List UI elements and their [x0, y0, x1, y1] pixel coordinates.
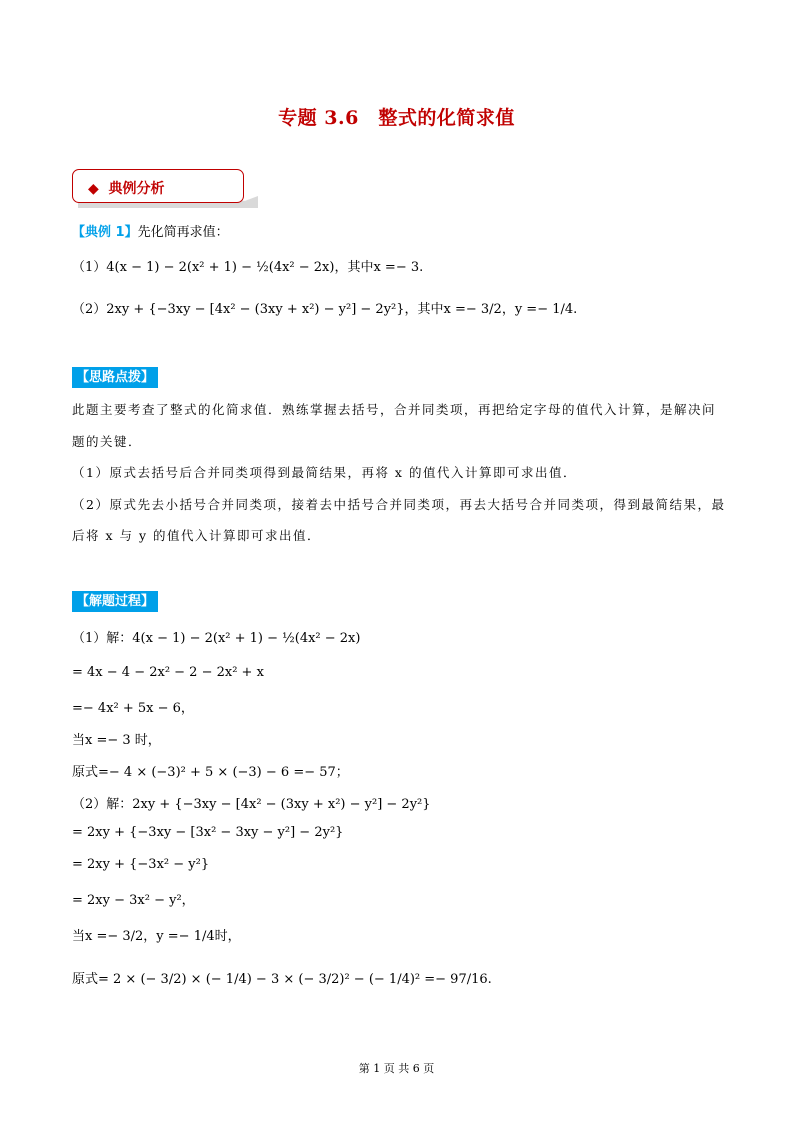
- diamond-icon: ◆: [88, 181, 99, 197]
- solution-line: = 2xy + {−3xy − [3x² − 3xy − y²] − 2y²}: [72, 825, 344, 840]
- solution-line: 原式=− 4 × (−3)² + 5 × (−3) − 6 =− 57；: [72, 765, 349, 780]
- example-tag: 【典例 1】: [72, 225, 138, 240]
- solution-line: = 2xy + {−3x² − y²}: [72, 857, 210, 872]
- hint-badge-wrap: [72, 366, 158, 385]
- solution-line: 当x =− 3/2，y =− 1/4时，: [72, 929, 241, 944]
- example-prompt: 先化简再求值：: [137, 225, 229, 240]
- solution-line: 当x =− 3 时，: [72, 733, 161, 748]
- banner-text: 典例分析: [108, 181, 165, 197]
- solution-badge: 【解题过程】: [72, 591, 158, 612]
- hint-p3-line1: （2）原式先去小括号合并同类项，接着去中括号合并同类项，再去大括号合并同类项，得到最简结果，最: [72, 497, 726, 512]
- page-footer: 第 1 页 共 6 页: [358, 1062, 435, 1075]
- solution-line: （1）解：4(x − 1) − 2(x² + 1) − ½(4x² − 2x): [72, 631, 361, 646]
- question-1: （1）4(x − 1) − 2(x² + 1) − ½(4x² − 2x)，其中x =− 3.: [72, 260, 424, 275]
- hint-p1-line1: 此题主要考查了整式的化简求值．熟练掌握去括号，合并同类项，再把给定字母的值代入计算，是解决问: [72, 402, 717, 417]
- solution-line: = 2xy − 3x² − y²，: [72, 893, 195, 908]
- hint-p2: （1）原式去括号后合并同类项得到最简结果，再将 x 的值代入计算即可求出值．: [72, 465, 577, 480]
- solution-line: =− 4x² + 5x − 6，: [72, 701, 194, 716]
- solution-badge-wrap: [72, 590, 158, 609]
- hint-p1-line2: 题的关键．: [72, 434, 143, 449]
- solution-line: 原式= 2 × (− 3/2) × (− 1/4) − 3 × (− 3/2)² − (− 1/4)² =− 97/16.: [72, 972, 492, 987]
- page-title: 专题 3.6 整式的化简求值: [278, 107, 515, 129]
- section-banner-label: [88, 178, 165, 198]
- question-2: （2）2xy + {−3xy − [4x² − (3xy + x²) − y²] − 2y²}，其中x =− 3/2，y =− 1/4.: [72, 302, 578, 317]
- hint-p3-line2: 后将 x 与 y 的值代入计算即可求出值．: [72, 528, 322, 543]
- solution-line: （2）解：2xy + {−3xy − [4x² − (3xy + x²) − y²] − 2y²}: [72, 797, 431, 812]
- hint-badge: 【思路点拨】: [72, 367, 158, 388]
- solution-line: = 4x − 4 − 2x² − 2 − 2x² + x: [72, 665, 264, 680]
- example-header: [72, 221, 229, 240]
